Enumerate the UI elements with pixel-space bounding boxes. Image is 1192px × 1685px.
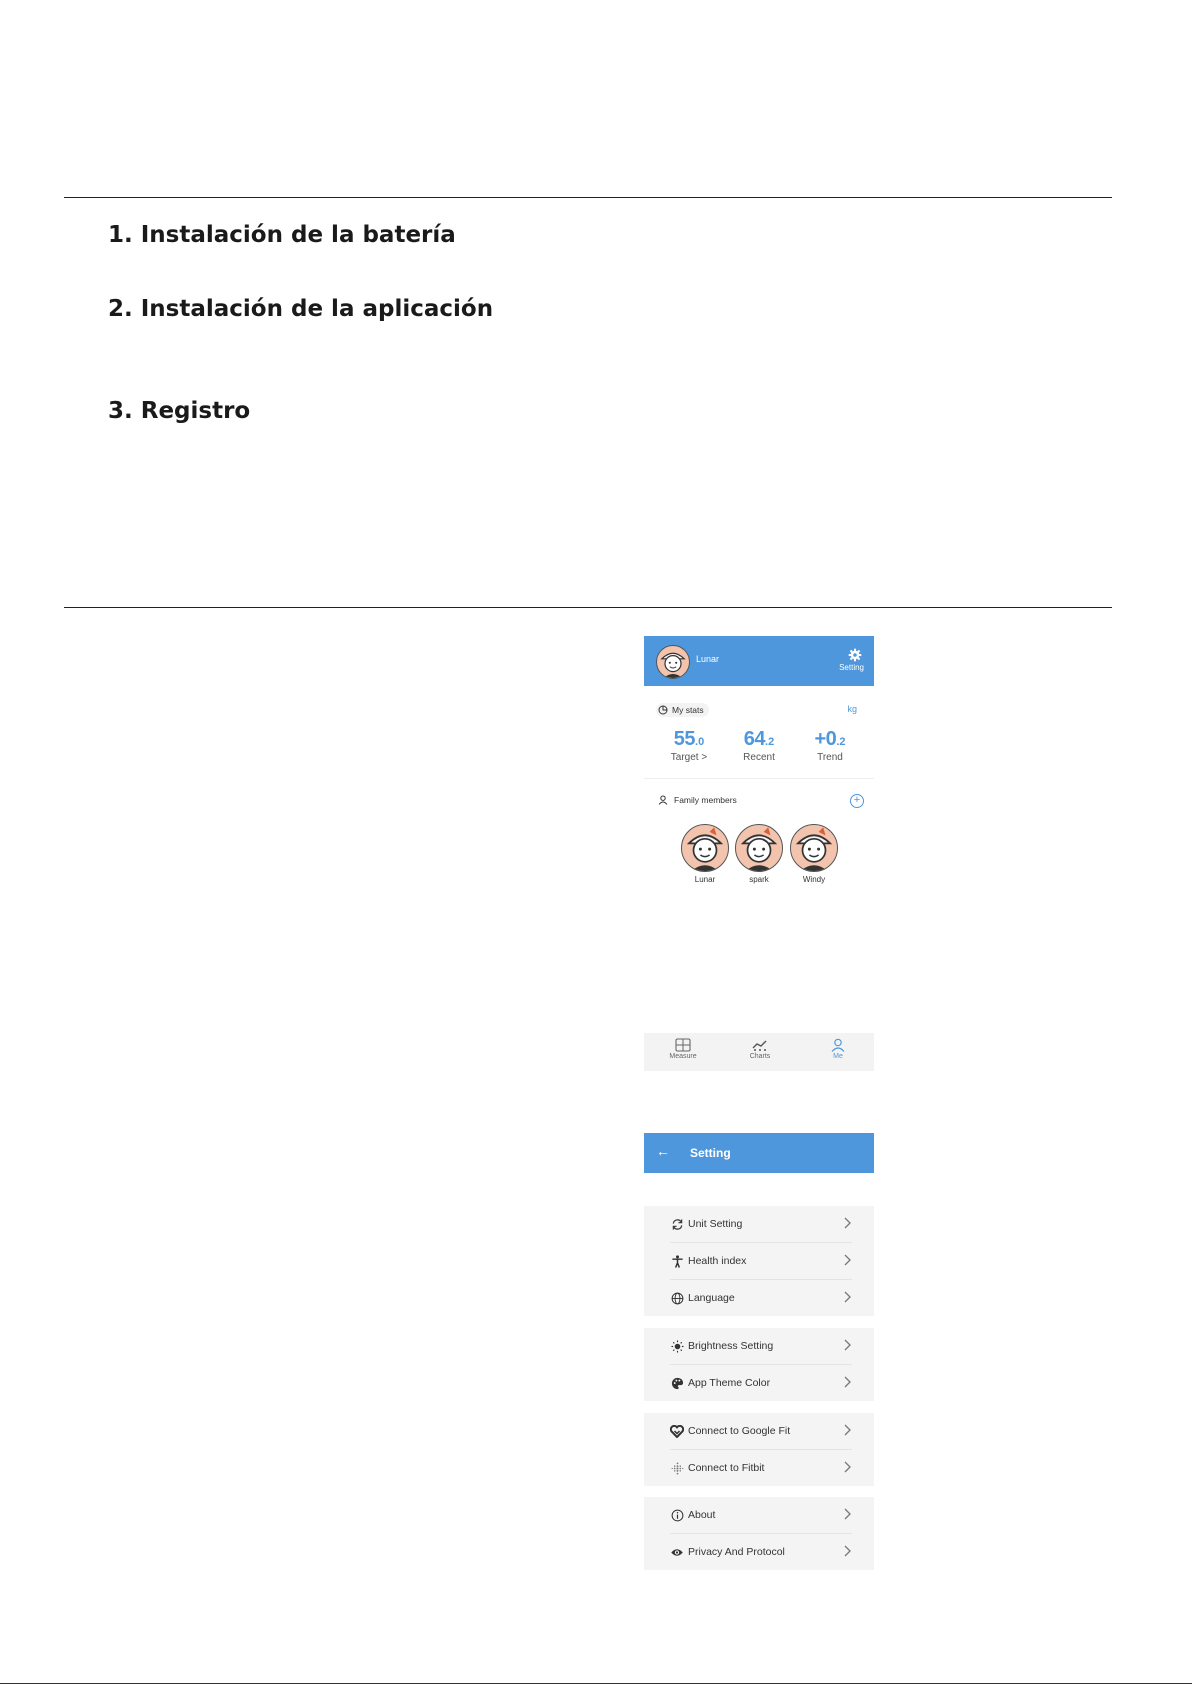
tab-label: Charts xyxy=(749,1053,771,1060)
row-theme-color[interactable] xyxy=(670,1365,852,1401)
face-icon xyxy=(791,825,837,871)
family-members-label xyxy=(658,795,737,805)
row-privacy[interactable] xyxy=(670,1534,852,1570)
row-label: App Theme Color xyxy=(688,1377,771,1389)
setting-link[interactable]: Setting xyxy=(839,663,864,672)
member-name: spark xyxy=(749,875,769,884)
row-language[interactable] xyxy=(670,1280,852,1316)
avatar[interactable] xyxy=(656,645,690,679)
chevron-right-icon xyxy=(843,1254,852,1266)
setting-title: Setting xyxy=(690,1146,731,1160)
member-spark[interactable] xyxy=(732,824,786,884)
chevron-right-icon xyxy=(843,1217,852,1229)
heading-registration: 3. Registro xyxy=(108,398,251,424)
unit-label[interactable]: kg xyxy=(847,704,857,714)
member-name: Lunar xyxy=(694,875,716,884)
gear-icon[interactable] xyxy=(848,648,862,662)
stat-label: Recent xyxy=(743,752,775,763)
fitbit-icon xyxy=(670,1461,684,1475)
member-windy[interactable] xyxy=(787,824,841,884)
add-member-icon[interactable]: + xyxy=(850,794,864,808)
tab-me[interactable] xyxy=(808,1038,868,1060)
stat-label: Trend xyxy=(817,752,843,763)
family-members-text: Family members xyxy=(674,795,737,805)
chevron-right-icon xyxy=(843,1508,852,1520)
stat-value: 64 xyxy=(743,728,766,750)
stat-value: 55 xyxy=(673,728,696,750)
row-label: Connect to Fitbit xyxy=(688,1462,765,1474)
stat-decimal: .0 xyxy=(695,736,705,748)
stat-value: +0 xyxy=(814,728,837,750)
header-user-name: Lunar xyxy=(696,654,720,664)
settings-group-connect xyxy=(644,1413,874,1486)
member-avatar xyxy=(790,824,838,872)
charts-icon xyxy=(752,1038,768,1052)
row-label: Health index xyxy=(688,1255,747,1267)
row-health-index[interactable] xyxy=(670,1243,852,1280)
setting-header xyxy=(644,1133,874,1173)
settings-group-units xyxy=(644,1206,874,1316)
refresh-icon xyxy=(670,1217,684,1231)
face-icon xyxy=(736,825,782,871)
settings-group-display xyxy=(644,1328,874,1401)
heading-battery: 1. Instalación de la batería xyxy=(108,222,456,248)
face-icon xyxy=(657,646,689,678)
bottom-tab-bar xyxy=(644,1033,874,1071)
row-label: Connect to Google Fit xyxy=(688,1425,791,1437)
pie-icon xyxy=(658,705,668,715)
me-icon xyxy=(830,1038,846,1052)
middle-divider xyxy=(64,607,1112,608)
top-divider xyxy=(64,197,1112,198)
chevron-right-icon xyxy=(843,1424,852,1436)
bottom-divider xyxy=(0,1683,1192,1684)
row-google-fit[interactable] xyxy=(670,1413,852,1450)
stat-decimal: .2 xyxy=(765,736,775,748)
globe-icon xyxy=(670,1291,684,1305)
row-label: Brightness Setting xyxy=(688,1340,774,1352)
tab-label: Measure xyxy=(669,1053,697,1060)
row-label: Language xyxy=(688,1292,735,1304)
profile-screen xyxy=(644,636,874,896)
row-label: Unit Setting xyxy=(688,1218,743,1230)
row-about[interactable] xyxy=(670,1497,852,1534)
tab-measure[interactable] xyxy=(653,1038,713,1060)
row-unit-setting[interactable] xyxy=(670,1206,852,1243)
chevron-right-icon xyxy=(843,1461,852,1473)
stats-divider xyxy=(644,778,874,779)
tab-label: Me xyxy=(833,1053,843,1060)
chevron-right-icon xyxy=(843,1291,852,1303)
heart-icon xyxy=(670,1424,684,1438)
heading-app-install: 2. Instalación de la aplicación xyxy=(108,296,494,322)
user-icon xyxy=(658,795,668,805)
member-lunar[interactable] xyxy=(678,824,732,884)
back-arrow-icon[interactable]: ← xyxy=(656,1143,670,1159)
face-icon xyxy=(682,825,728,871)
eye-icon xyxy=(670,1545,684,1559)
stat-recent xyxy=(724,728,794,763)
tab-charts[interactable] xyxy=(730,1038,790,1060)
profile-header xyxy=(644,636,874,686)
chevron-right-icon xyxy=(843,1376,852,1388)
measure-icon xyxy=(675,1038,691,1052)
my-stats-label xyxy=(656,703,709,717)
settings-group-about xyxy=(644,1497,874,1570)
sun-icon xyxy=(670,1339,684,1353)
row-label: About xyxy=(688,1509,716,1521)
member-name: Windy xyxy=(802,875,826,884)
chevron-right-icon xyxy=(843,1339,852,1351)
my-stats-text: My stats xyxy=(672,705,704,715)
chevron-right-icon xyxy=(843,1545,852,1557)
palette-icon xyxy=(670,1376,684,1390)
stat-trend xyxy=(795,728,865,763)
row-brightness[interactable] xyxy=(670,1328,852,1365)
stat-label: Target > xyxy=(670,752,708,763)
row-fitbit[interactable] xyxy=(670,1450,852,1486)
info-icon xyxy=(670,1508,684,1522)
person-icon xyxy=(670,1254,684,1268)
stat-target[interactable] xyxy=(654,728,724,763)
member-avatar xyxy=(681,824,729,872)
member-avatar xyxy=(735,824,783,872)
stat-decimal: .2 xyxy=(836,736,846,748)
row-label: Privacy And Protocol xyxy=(688,1546,785,1558)
